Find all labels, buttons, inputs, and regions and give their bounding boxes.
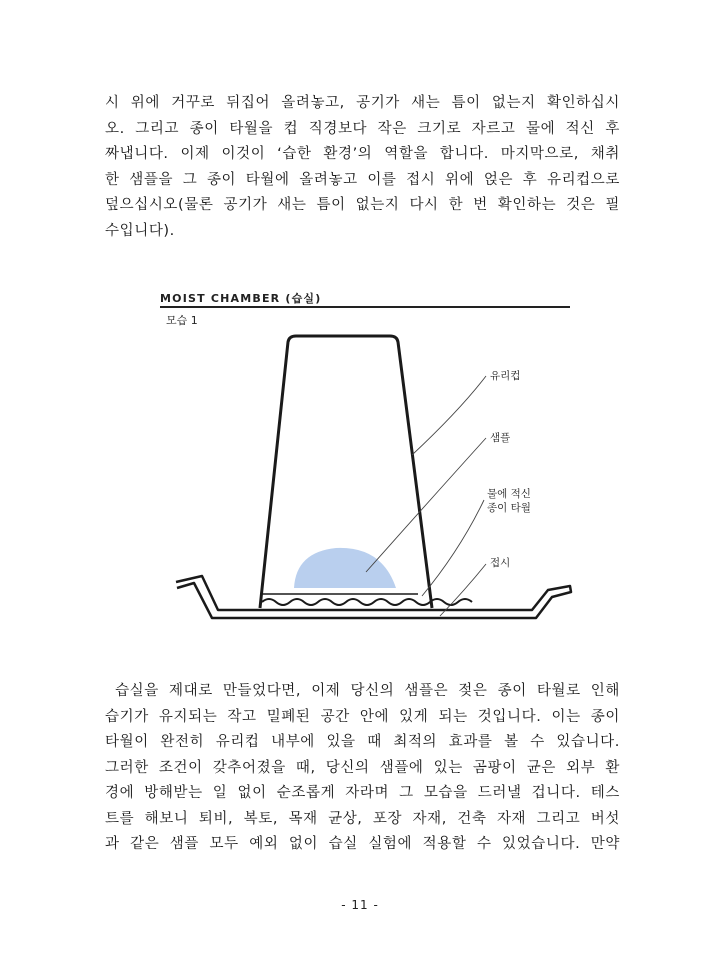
leader-line-cup [412,376,486,455]
figure-title-rule [160,306,570,308]
label-dish: 접시 [490,557,511,569]
label-glass-cup: 유리컵 [490,370,521,382]
text-line: 시 위에 거꾸로 뒤집어 올려놓고, 공기가 새는 틈이 없는지 확인하십시 [105,95,620,111]
label-sample: 샘플 [490,432,511,444]
label-towel-line-2: 종이 타월 [487,502,531,514]
figure-subtitle: 모습 1 [166,314,198,327]
paragraph-1 [105,91,620,244]
text-line: 그러한 조건이 갖추어졌을 때, 당신의 샘플에 있는 곰팡이 균은 외부 환 [105,759,620,776]
text-line: 타월이 완전히 유리컵 내부에 있을 때 최적의 효과를 볼 수 있습니다. [105,734,620,750]
text-line: 짜냅니다. 이제 이것이 ‘습한 환경’의 역할을 합니다. 마지막으로, 채취 [105,146,620,162]
text-line: 습실을 제대로 만들었다면, 이제 당신의 샘플은 젖은 종이 타월로 인해 [105,683,620,699]
label-towel-line-1: 물에 적신 [487,488,531,500]
leader-line-dish [440,564,486,616]
paragraph-2 [105,679,620,858]
label-wet-paper-towel [487,487,531,515]
text-line: 한 샘플을 그 종이 타월에 올려놓고 이를 접시 위에 얹은 후 유리컵으로 [105,171,620,188]
text-line: 과 같은 샘플 모두 예외 없이 습실 실험에 적용할 수 있었습니다. 만약 [105,836,620,852]
text-line: 경에 방해받는 일 없이 순조롭게 자라며 그 모습을 드러낼 겁니다. 테스 [105,785,620,801]
page-number: - 11 - [341,898,379,912]
sample-dome [294,548,396,588]
text-line: 습기가 유지되는 작고 밀폐된 공간 안에 있게 되는 것입니다. 이는 종이 [105,708,620,725]
paper-towel-wave [262,599,472,605]
text-line: 트를 해보니 퇴비, 복토, 목재 균상, 포장 자재, 건축 자재 그리고 버섯 [105,810,620,827]
text-line: 수입니다). [105,222,175,239]
moist-chamber-figure [160,290,580,630]
leader-line-towel [422,500,484,596]
text-line: 덮으십시오(물론 공기가 새는 틈이 없는지 다시 한 번 확인하는 것은 필 [105,197,620,213]
moist-chamber-diagram [160,290,580,630]
text-line: 오. 그리고 종이 타월을 컵 직경보다 작은 크기로 자르고 물에 적신 후 [105,120,620,137]
figure-title: MOIST CHAMBER (습실) [160,292,322,305]
